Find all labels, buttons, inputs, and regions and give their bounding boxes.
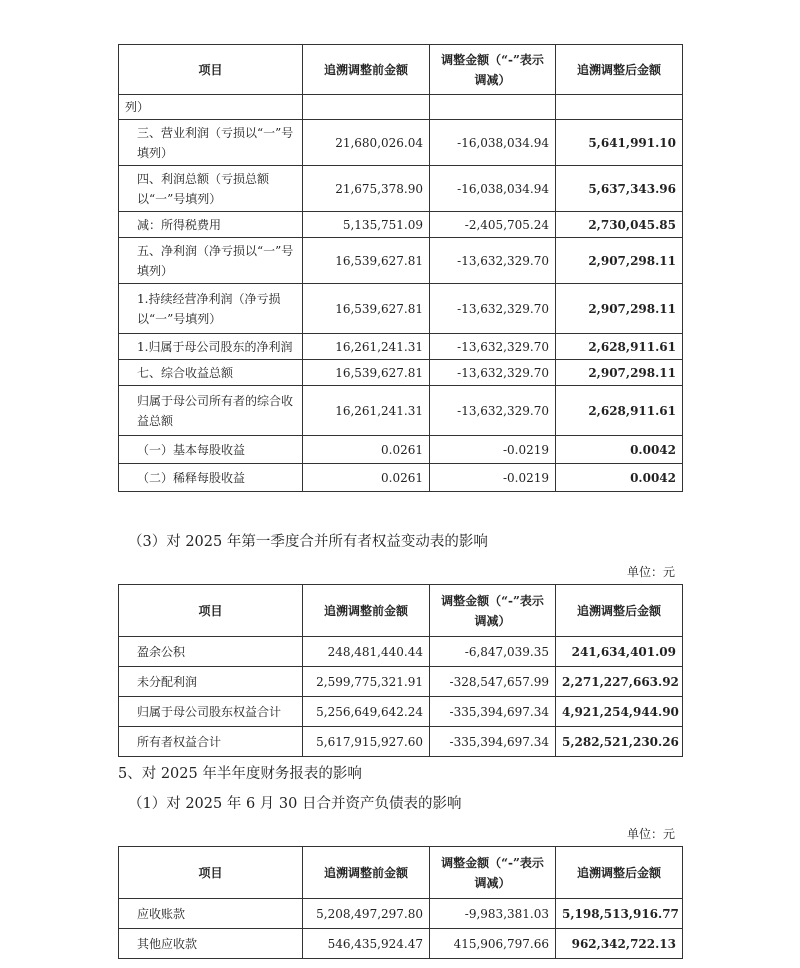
row-adjust: -16,038,034.94 [430,120,556,166]
header-item: 项目 [119,45,303,95]
row-before: 0.0261 [303,436,430,464]
table-row [119,360,683,386]
table-row [119,95,683,120]
section5-heading: 5、对 2025 年半年度财务报表的影响 [118,766,362,782]
row-label: 三、营业利润（亏损以“一”号填列） [119,120,303,166]
header-before: 追溯调整前金额 [303,847,430,899]
table-row [119,334,683,360]
row-adjust: 415,906,797.66 [430,929,556,959]
row-before: 16,261,241.31 [303,386,430,436]
row-after: 2,907,298.11 [556,238,683,284]
row-label: 盈余公积 [119,637,303,667]
row-after: 2,628,911.61 [556,386,683,436]
table-row [119,284,683,334]
table-row [119,929,683,959]
row-before: 5,256,649,642.24 [303,697,430,727]
header-adjust: 调整金额（“-”表示调减） [430,847,556,899]
row-before: 21,680,026.04 [303,120,430,166]
row-label: 应收账款 [119,899,303,929]
row-adjust: -9,983,381.03 [430,899,556,929]
row-adjust: -13,632,329.70 [430,284,556,334]
row-before: 16,261,241.31 [303,334,430,360]
row-before [303,95,430,120]
row-after: 241,634,401.09 [556,637,683,667]
row-adjust: -335,394,697.34 [430,697,556,727]
row-label: 其他应收款 [119,929,303,959]
row-after: 2,730,045.85 [556,212,683,238]
row-after: 0.0042 [556,464,683,492]
row-after: 5,637,343.96 [556,166,683,212]
income-statement-table [118,44,683,492]
header-after: 追溯调整后金额 [556,847,683,899]
table-row [119,464,683,492]
row-before: 546,435,924.47 [303,929,430,959]
row-after: 5,198,513,916.77 [556,899,683,929]
row-before: 5,208,497,297.80 [303,899,430,929]
row-adjust: -13,632,329.70 [430,334,556,360]
row-label: （二）稀释每股收益 [119,464,303,492]
table-row [119,436,683,464]
table-row [119,667,683,697]
row-adjust [430,95,556,120]
table-header-row [119,45,683,95]
row-label: 归属于母公司所有者的综合收益总额 [119,386,303,436]
row-after: 4,921,254,944.90 [556,697,683,727]
table-row [119,212,683,238]
row-after: 2,907,298.11 [556,360,683,386]
row-before: 16,539,627.81 [303,284,430,334]
header-after: 追溯调整后金额 [556,45,683,95]
table-row [119,120,683,166]
table-row [119,386,683,436]
row-before: 2,599,775,321.91 [303,667,430,697]
section3-heading: （3）对 2025 年第一季度合并所有者权益变动表的影响 [128,534,488,550]
row-label: 所有者权益合计 [119,727,303,757]
row-after: 5,282,521,230.26 [556,727,683,757]
row-before: 16,539,627.81 [303,360,430,386]
row-label: 减：所得税费用 [119,212,303,238]
section5-1-heading: （1）对 2025 年 6 月 30 日合并资产负债表的影响 [128,796,462,812]
equity-change-table [118,584,683,757]
header-before: 追溯调整前金额 [303,45,430,95]
row-after: 962,342,722.13 [556,929,683,959]
header-after: 追溯调整后金额 [556,585,683,637]
row-before: 16,539,627.81 [303,238,430,284]
header-item: 项目 [119,585,303,637]
row-label: 七、综合收益总额 [119,360,303,386]
row-after: 0.0042 [556,436,683,464]
table-row [119,697,683,727]
table-row [119,637,683,667]
table-row [119,238,683,284]
row-after: 2,907,298.11 [556,284,683,334]
unit-label: 单位：元 [627,565,676,579]
unit-label: 单位：元 [627,827,676,841]
row-label: （一）基本每股收益 [119,436,303,464]
row-before: 5,135,751.09 [303,212,430,238]
balance-sheet-table [118,846,683,959]
row-after: 2,628,911.61 [556,334,683,360]
table-row [119,727,683,757]
row-adjust: -328,547,657.99 [430,667,556,697]
row-adjust: -335,394,697.34 [430,727,556,757]
row-adjust: -13,632,329.70 [430,360,556,386]
row-after [556,95,683,120]
header-before: 追溯调整前金额 [303,585,430,637]
row-adjust: -0.0219 [430,436,556,464]
header-adjust: 调整金额（“-”表示调减） [430,585,556,637]
row-adjust: -0.0219 [430,464,556,492]
row-adjust: -13,632,329.70 [430,386,556,436]
row-before: 5,617,915,927.60 [303,727,430,757]
row-adjust: -16,038,034.94 [430,166,556,212]
header-item: 项目 [119,847,303,899]
row-adjust: -2,405,705.24 [430,212,556,238]
row-adjust: -13,632,329.70 [430,238,556,284]
row-label: 列） [119,95,303,120]
row-label: 1.持续经营净利润（净亏损以“一”号填列） [119,284,303,334]
table-header-row [119,585,683,637]
table-header-row [119,847,683,899]
row-adjust: -6,847,039.35 [430,637,556,667]
row-after: 2,271,227,663.92 [556,667,683,697]
row-before: 248,481,440.44 [303,637,430,667]
row-label: 归属于母公司股东权益合计 [119,697,303,727]
row-label: 五、净利润（净亏损以“一”号填列） [119,238,303,284]
row-after: 5,641,991.10 [556,120,683,166]
table-row [119,166,683,212]
row-before: 0.0261 [303,464,430,492]
table-row [119,899,683,929]
row-label: 四、利润总额（亏损总额以“一”号填列） [119,166,303,212]
row-label: 未分配利润 [119,667,303,697]
header-adjust: 调整金额（“-”表示调减） [430,45,556,95]
row-before: 21,675,378.90 [303,166,430,212]
row-label: 1.归属于母公司股东的净利润 [119,334,303,360]
